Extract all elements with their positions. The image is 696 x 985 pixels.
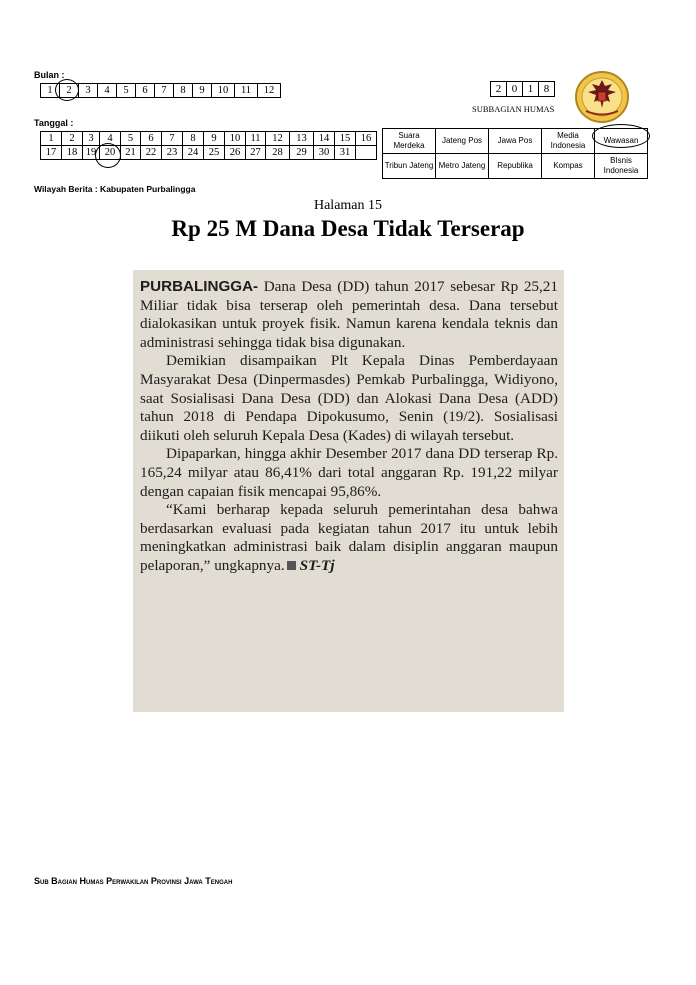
date-cell: 28 [266, 146, 290, 160]
date-cell: 22 [141, 146, 162, 160]
month-cell: 6 [136, 84, 155, 98]
date-cell: 27 [246, 146, 266, 160]
date-cell: 13 [290, 132, 314, 146]
date-cell: 20 [100, 146, 121, 160]
article-paragraph [140, 501, 558, 575]
date-cell: 16 [356, 132, 377, 146]
date-cell: 9 [204, 132, 225, 146]
article-paragraph: Dipaparkan, hingga akhir Desember 2017 dana DD terserap Rp. 165,24 milyar atau 86,41% dari total anggaran Rp. 191,22 milyar dengan capaian fisik mencapai 95,86%. [140, 445, 558, 500]
date-cell: 5 [121, 132, 141, 146]
media-cell: Media Indonesia [542, 129, 595, 154]
month-cell: 7 [155, 84, 174, 98]
year-digit: 2 [491, 82, 507, 97]
year-digit: 0 [507, 82, 523, 97]
headline: Rp 25 M Dana Desa Tidak Terserap [171, 216, 525, 241]
month-cell: 10 [212, 84, 235, 98]
month-cell: 11 [235, 84, 258, 98]
date-cell: 2 [62, 132, 83, 146]
media-cell: Suara Merdeka [383, 129, 436, 154]
article-text: “Kami berharap kepada seluruh pemerintahan desa bahwa berdasarkan evaluasi pada kegiatan tahun 2017 itu untuk lebih meningkatkan administrasi baik dalam disiplin anggaran maupun pelaporan,” ungkapnya. [140, 501, 558, 574]
month-cell: 2 [60, 84, 79, 98]
month-cell: 1 [41, 84, 60, 98]
date-cell: 8 [183, 132, 204, 146]
subbagian-label: SUBBAGIAN HUMAS [472, 104, 555, 114]
date-cell: 18 [62, 146, 83, 160]
month-cell: 12 [258, 84, 281, 98]
media-cell: Republika [489, 154, 542, 179]
year-digit: 8 [539, 82, 555, 97]
date-cell: 11 [246, 132, 266, 146]
month-cell: 9 [193, 84, 212, 98]
year-digit: 1 [523, 82, 539, 97]
page-number: Halaman 15 [313, 198, 383, 213]
tanggal-label: Tanggal : [34, 118, 74, 128]
date-cell: 23 [162, 146, 183, 160]
media-cell: Tribun Jateng [383, 154, 436, 179]
signoff: ST-Tj [299, 556, 335, 574]
media-cell: Kompas [542, 154, 595, 179]
date-cell: 21 [121, 146, 141, 160]
wilayah-label: Wilayah Berita : Kabupaten Purbalingga [34, 184, 196, 194]
article-kicker: PURBALINGGA- [140, 278, 259, 295]
month-cell: 5 [117, 84, 136, 98]
date-cell: 6 [141, 132, 162, 146]
date-cell: 3 [83, 132, 100, 146]
date-cell: 19 [83, 146, 100, 160]
date-cell: 29 [290, 146, 314, 160]
selected-date-circle [95, 143, 121, 168]
date-cell [356, 146, 377, 160]
date-cell: 10 [225, 132, 246, 146]
article-text: Dana Desa (DD) tahun 2017 sebesar Rp 25,21 Miliar tidak bisa terserap oleh pemerintah desa. Dana tersebut dialokasikan untuk proyek fisik. Namun karena kendala teknis dan administrasi sehingga tidak bisa digunakan. [140, 278, 558, 351]
date-cell: 15 [335, 132, 356, 146]
month-cell: 4 [98, 84, 117, 98]
garuda-emblem-icon [574, 70, 630, 124]
date-cell: 4 [100, 132, 121, 146]
date-cell: 17 [41, 146, 62, 160]
date-cell: 24 [183, 146, 204, 160]
article-body [140, 278, 558, 576]
footer-text: Sub Bagian Humas Perwakilan Provinsi Jawa Tengah [34, 876, 233, 886]
bulan-label: Bulan : [34, 70, 65, 80]
date-cell: 7 [162, 132, 183, 146]
date-cell: 12 [266, 132, 290, 146]
date-grid [40, 131, 377, 160]
year-box [490, 81, 555, 97]
month-cell: 3 [79, 84, 98, 98]
selected-media-circle [592, 124, 650, 148]
media-cell: Jateng Pos [436, 129, 489, 154]
date-cell: 31 [335, 146, 356, 160]
end-mark-icon [287, 561, 296, 570]
footer [34, 876, 232, 886]
article-paragraph [140, 278, 558, 352]
month-cell: 8 [174, 84, 193, 98]
media-cell: Jawa Pos [489, 129, 542, 154]
date-cell: 25 [204, 146, 225, 160]
media-cell: Metro Jateng [436, 154, 489, 179]
media-cell: BIsnis Indonesia [595, 154, 648, 179]
selected-month-circle [55, 79, 79, 101]
media-cell: Wawasan [595, 129, 648, 154]
date-cell: 30 [314, 146, 335, 160]
date-cell: 14 [314, 132, 335, 146]
date-cell: 26 [225, 146, 246, 160]
article-paragraph: Demikian disampaikan Plt Kepala Dinas Pemberdayaan Masyarakat Desa (Dinpermasdes) Pemkab Purbalingga, Widiyono, saat Sosialisasi Dana Desa (DD) dan Alokasi Dana Desa (ADD) tahun 2018 di Pendapa Dipokusumo, Senin (19/2). Sosialisasi diikuti oleh seluruh Kepala Desa (Kades) di wilayah tersebut. [140, 352, 558, 444]
date-cell: 1 [41, 132, 62, 146]
